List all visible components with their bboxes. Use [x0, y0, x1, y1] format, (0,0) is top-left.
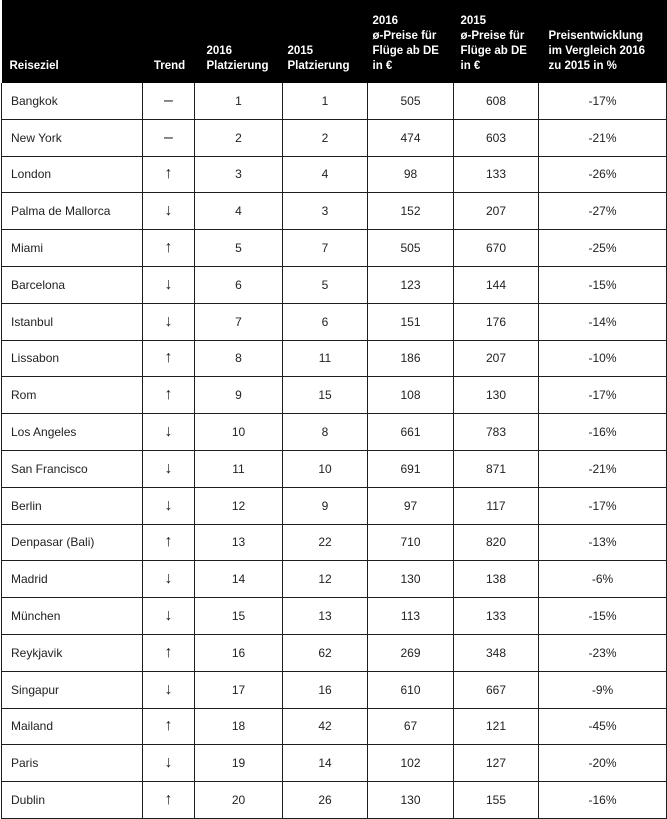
cell-rank-2015: 9: [283, 487, 368, 524]
cell-rank-2016: 18: [195, 708, 283, 745]
header-rank-2015: [283, 0, 368, 83]
cell-price-2016: 186: [368, 340, 454, 377]
table-row: [2, 156, 667, 193]
cell-rank-2015: 11: [283, 340, 368, 377]
table-row: [2, 487, 667, 524]
cell-price-2015: 121: [454, 708, 539, 745]
cell-price-2015: 207: [454, 193, 539, 230]
table-row: [2, 782, 667, 819]
cell-rank-2015: 42: [283, 708, 368, 745]
cell-destination: Berlin: [2, 487, 143, 524]
cell-price-2016: 108: [368, 377, 454, 414]
header-trend: [143, 0, 195, 83]
cell-price-change: -27%: [539, 193, 667, 230]
cell-rank-2015: 6: [283, 303, 368, 340]
header-line: Platzierung: [287, 60, 350, 72]
header-price-2016: [368, 0, 454, 83]
cell-price-2016: 610: [368, 671, 454, 708]
trend-icon: –: [143, 119, 195, 156]
trend-icon: ↑: [143, 524, 195, 561]
header-line: in €: [372, 60, 393, 72]
table-row: [2, 561, 667, 598]
cell-destination: München: [2, 598, 143, 635]
cell-rank-2016: 1: [195, 83, 283, 119]
cell-rank-2016: 8: [195, 340, 283, 377]
cell-rank-2015: 13: [283, 598, 368, 635]
cell-rank-2015: 5: [283, 266, 368, 303]
trend-icon: ↓: [143, 598, 195, 635]
cell-rank-2016: 10: [195, 414, 283, 451]
cell-destination: Madrid: [2, 561, 143, 598]
header-line: 2015: [287, 45, 314, 57]
cell-rank-2015: 4: [283, 156, 368, 193]
cell-destination: Mailand: [2, 708, 143, 745]
cell-price-change: -6%: [539, 561, 667, 598]
header-line: Reiseziel: [9, 60, 59, 72]
cell-destination: Istanbul: [2, 303, 143, 340]
table-row: [2, 119, 667, 156]
cell-price-2016: 97: [368, 487, 454, 524]
trend-icon: ↑: [143, 156, 195, 193]
header-line: 2016: [372, 15, 399, 27]
cell-price-2016: 661: [368, 414, 454, 451]
trend-icon: ↑: [143, 708, 195, 745]
table-row: [2, 303, 667, 340]
table-body: [2, 83, 667, 818]
header-line: ø-Preise für: [460, 30, 525, 42]
table-row: [2, 193, 667, 230]
cell-price-2015: 130: [454, 377, 539, 414]
trend-icon: ↓: [143, 671, 195, 708]
trend-icon: ↑: [143, 340, 195, 377]
cell-destination: New York: [2, 119, 143, 156]
cell-price-2016: 152: [368, 193, 454, 230]
cell-destination: Los Angeles: [2, 414, 143, 451]
trend-icon: ↓: [143, 266, 195, 303]
cell-price-2015: 176: [454, 303, 539, 340]
cell-price-change: -26%: [539, 156, 667, 193]
cell-destination: Palma de Mallorca: [2, 193, 143, 230]
header-line: 2016: [206, 45, 233, 57]
trend-icon: ↓: [143, 561, 195, 598]
cell-destination: Singapur: [2, 671, 143, 708]
cell-rank-2016: 11: [195, 450, 283, 487]
cell-rank-2016: 2: [195, 119, 283, 156]
table-row: [2, 524, 667, 561]
cell-price-2015: 207: [454, 340, 539, 377]
cell-price-2015: 608: [454, 83, 539, 119]
cell-rank-2016: 5: [195, 230, 283, 267]
trend-icon: ↓: [143, 745, 195, 782]
table-row: [2, 671, 667, 708]
header-line: in €: [460, 60, 481, 72]
cell-rank-2015: 10: [283, 450, 368, 487]
header-line: Flüge ab DE: [372, 45, 439, 57]
cell-destination: Denpasar (Bali): [2, 524, 143, 561]
cell-price-change: -10%: [539, 340, 667, 377]
cell-destination: San Francisco: [2, 450, 143, 487]
cell-price-2016: 505: [368, 83, 454, 119]
header-line: Flüge ab DE: [460, 45, 527, 57]
header-line: Trend: [153, 60, 186, 72]
cell-price-2016: 151: [368, 303, 454, 340]
cell-price-change: -17%: [539, 487, 667, 524]
cell-price-2016: 123: [368, 266, 454, 303]
cell-price-2015: 667: [454, 671, 539, 708]
trend-icon: ↑: [143, 230, 195, 267]
cell-price-2016: 710: [368, 524, 454, 561]
cell-price-2016: 474: [368, 119, 454, 156]
table-row: [2, 230, 667, 267]
cell-rank-2016: 9: [195, 377, 283, 414]
cell-price-2015: 117: [454, 487, 539, 524]
cell-rank-2015: 2: [283, 119, 368, 156]
cell-rank-2016: 3: [195, 156, 283, 193]
cell-rank-2015: 62: [283, 634, 368, 671]
cell-destination: Reykjavik: [2, 634, 143, 671]
header-line: zu 2015 in %: [548, 60, 617, 72]
header-destination: [2, 0, 143, 83]
table-row: [2, 634, 667, 671]
table-row: [2, 708, 667, 745]
trend-icon: ↓: [143, 193, 195, 230]
table-row: [2, 414, 667, 451]
header-row: [2, 0, 667, 83]
cell-price-2016: 102: [368, 745, 454, 782]
travel-destinations-table: [1, 0, 667, 819]
cell-price-change: -16%: [539, 782, 667, 819]
cell-price-change: -20%: [539, 745, 667, 782]
cell-price-2016: 269: [368, 634, 454, 671]
cell-rank-2015: 8: [283, 414, 368, 451]
cell-rank-2016: 16: [195, 634, 283, 671]
cell-destination: Rom: [2, 377, 143, 414]
cell-price-change: -16%: [539, 414, 667, 451]
table-row: [2, 450, 667, 487]
header-line: Preisentwicklung: [548, 30, 644, 42]
cell-rank-2015: 1: [283, 83, 368, 119]
trend-icon: ↓: [143, 450, 195, 487]
cell-price-change: -21%: [539, 450, 667, 487]
cell-rank-2015: 14: [283, 745, 368, 782]
cell-price-2015: 783: [454, 414, 539, 451]
cell-rank-2016: 14: [195, 561, 283, 598]
header-rank-2016: [195, 0, 283, 83]
table-row: [2, 340, 667, 377]
cell-rank-2015: 7: [283, 230, 368, 267]
header-price-change: [539, 0, 667, 83]
cell-price-2016: 98: [368, 156, 454, 193]
table-row: [2, 377, 667, 414]
cell-rank-2015: 15: [283, 377, 368, 414]
cell-destination: Lissabon: [2, 340, 143, 377]
cell-price-change: -21%: [539, 119, 667, 156]
header-line: 2015: [460, 15, 487, 27]
cell-price-2015: 133: [454, 598, 539, 635]
trend-icon: –: [143, 83, 195, 119]
cell-price-change: -25%: [539, 230, 667, 267]
cell-price-change: -13%: [539, 524, 667, 561]
cell-rank-2015: 22: [283, 524, 368, 561]
table-row: [2, 598, 667, 635]
trend-icon: ↓: [143, 414, 195, 451]
trend-icon: ↓: [143, 487, 195, 524]
cell-rank-2016: 4: [195, 193, 283, 230]
cell-price-2016: 113: [368, 598, 454, 635]
cell-price-2015: 133: [454, 156, 539, 193]
cell-price-change: -15%: [539, 266, 667, 303]
table-header: [2, 0, 667, 83]
cell-rank-2015: 3: [283, 193, 368, 230]
cell-price-2015: 138: [454, 561, 539, 598]
trend-icon: ↑: [143, 634, 195, 671]
cell-price-change: -17%: [539, 377, 667, 414]
cell-price-2015: 603: [454, 119, 539, 156]
cell-rank-2015: 26: [283, 782, 368, 819]
cell-price-2015: 144: [454, 266, 539, 303]
table-row: [2, 266, 667, 303]
header-line: im Vergleich 2016: [548, 45, 646, 57]
cell-price-change: -17%: [539, 83, 667, 119]
cell-rank-2016: 15: [195, 598, 283, 635]
table-row: [2, 745, 667, 782]
cell-destination: Miami: [2, 230, 143, 267]
cell-rank-2016: 17: [195, 671, 283, 708]
trend-icon: ↑: [143, 377, 195, 414]
cell-price-2016: 505: [368, 230, 454, 267]
header-price-2015: [454, 0, 539, 83]
cell-price-2016: 130: [368, 782, 454, 819]
header-line: Platzierung: [206, 60, 269, 72]
trend-icon: ↓: [143, 303, 195, 340]
cell-destination: Paris: [2, 745, 143, 782]
header-line: ø-Preise für: [372, 30, 437, 42]
cell-price-2016: 67: [368, 708, 454, 745]
cell-price-2015: 127: [454, 745, 539, 782]
cell-price-2015: 348: [454, 634, 539, 671]
cell-rank-2016: 12: [195, 487, 283, 524]
cell-price-change: -14%: [539, 303, 667, 340]
cell-rank-2015: 16: [283, 671, 368, 708]
cell-price-2015: 155: [454, 782, 539, 819]
cell-rank-2016: 19: [195, 745, 283, 782]
cell-destination: Bangkok: [2, 83, 143, 119]
cell-rank-2016: 6: [195, 266, 283, 303]
cell-rank-2016: 7: [195, 303, 283, 340]
trend-icon: ↑: [143, 782, 195, 819]
cell-price-2015: 871: [454, 450, 539, 487]
cell-price-change: -23%: [539, 634, 667, 671]
cell-price-2015: 820: [454, 524, 539, 561]
cell-rank-2016: 20: [195, 782, 283, 819]
cell-price-change: -9%: [539, 671, 667, 708]
cell-rank-2015: 12: [283, 561, 368, 598]
cell-price-2016: 130: [368, 561, 454, 598]
cell-rank-2016: 13: [195, 524, 283, 561]
cell-destination: London: [2, 156, 143, 193]
cell-price-2015: 670: [454, 230, 539, 267]
cell-destination: Dublin: [2, 782, 143, 819]
cell-price-2016: 691: [368, 450, 454, 487]
cell-destination: Barcelona: [2, 266, 143, 303]
cell-price-change: -45%: [539, 708, 667, 745]
table-row: [2, 83, 667, 119]
cell-price-change: -15%: [539, 598, 667, 635]
